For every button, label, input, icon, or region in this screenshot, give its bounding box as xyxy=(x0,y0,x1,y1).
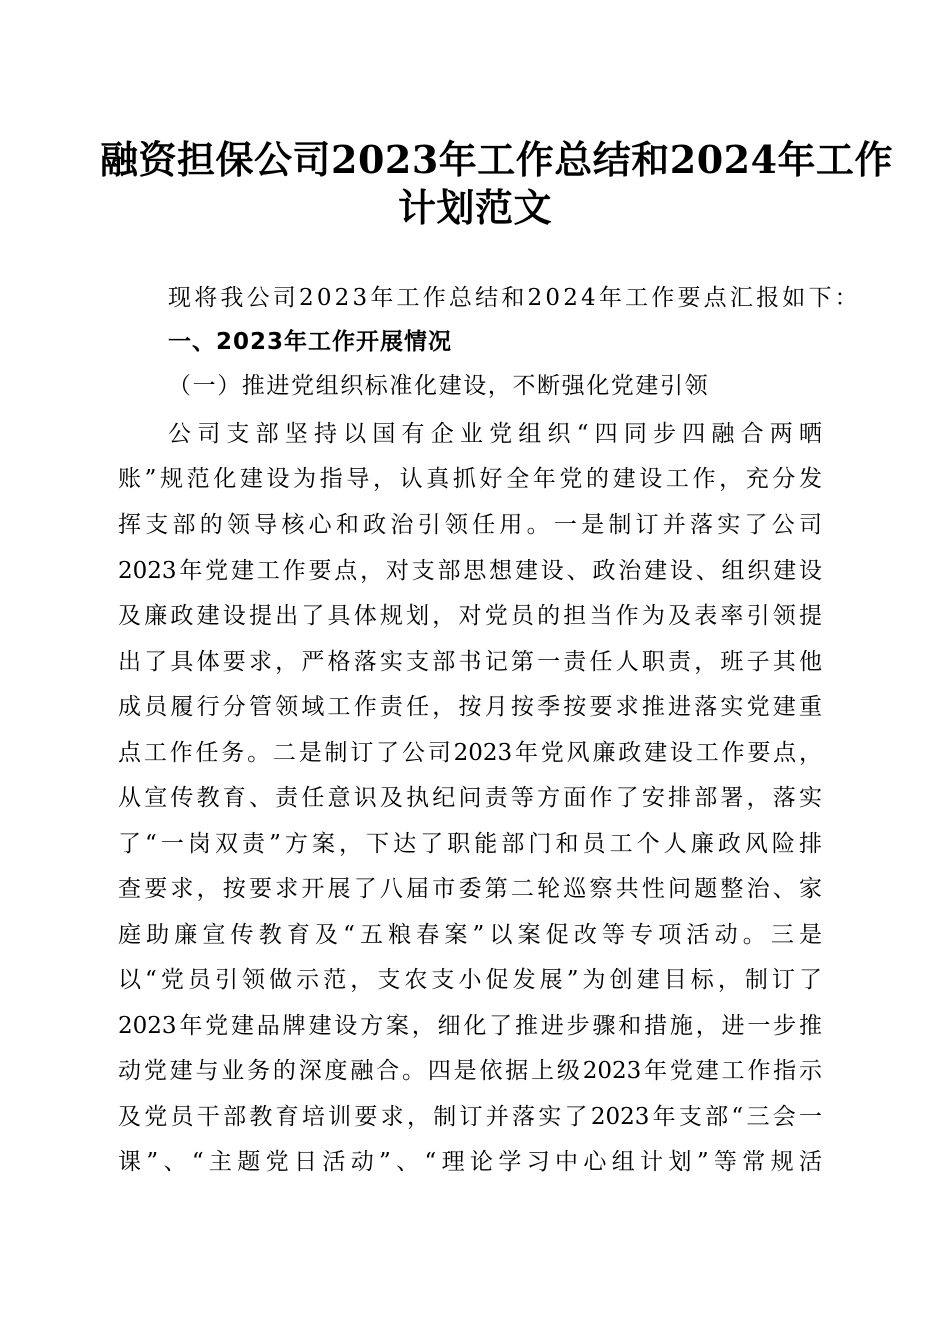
body-line: 庭助廉宣传教育及“五粮春案”以案促改等专项活动。三是 xyxy=(118,922,822,948)
body-line: 公司支部坚持以国有企业党组织“四同步四融合两晒 xyxy=(168,421,822,447)
section-heading: 一、2023年工作开展情况 xyxy=(168,329,453,355)
body-line: 点工作任务。二是制订了公司2023年党风廉政建设工作要点， xyxy=(118,740,822,766)
body-line: 账”规范化建设为指导，认真抓好全年党的建设工作，充分发 xyxy=(118,466,822,492)
body-line: 及党员干部教育培训要求，制订并落实了2023年支部“三会一 xyxy=(118,1104,822,1130)
body-line: 以“党员引领做示范，支农支小促发展”为创建目标，制订了 xyxy=(118,967,822,993)
body-line: 课”、“主题党日活动”、“理论学习中心组计划”等常规活 xyxy=(118,1149,822,1175)
body-line: 从宣传教育、责任意识及执纪问责等方面作了安排部署，落实 xyxy=(118,785,822,811)
body-line: 出了具体要求，严格落实支部书记第一责任人职责，班子其他 xyxy=(118,649,822,675)
body-line: 2023年党建工作要点，对支部思想建设、政治建设、组织建设 xyxy=(118,558,822,584)
subsection-heading: （一）推进党组织标准化建设，不断强化党建引领 xyxy=(168,373,710,399)
body-line: 2023年党建品牌建设方案，细化了推进步骤和措施，进一步推 xyxy=(118,1013,822,1039)
body-line: 了“一岗双责”方案，下达了职能部门和员工个人廉政风险排 xyxy=(118,831,822,857)
body-line: 动党建与业务的深度融合。四是依据上级2023年党建工作指示 xyxy=(118,1058,822,1084)
intro-paragraph: 现将我公司2023年工作总结和2024年工作要点汇报如下： xyxy=(168,285,861,311)
body-line: 查要求，按要求开展了八届市委第二轮巡察共性问题整治、家 xyxy=(118,876,822,902)
body-line: 及廉政建设提出了具体规划，对党员的担当作为及表率引领提 xyxy=(118,603,822,629)
body-line: 挥支部的领导核心和政治引领任用。一是制订并落实了公司 xyxy=(118,512,822,538)
body-line: 成员履行分管领域工作责任，按月按季按要求推进落实党建重 xyxy=(118,694,822,720)
document-title-line-2: 计划范文 xyxy=(397,185,552,230)
document-title-line-1: 融资担保公司2023年工作总结和2024年工作 xyxy=(100,137,894,182)
